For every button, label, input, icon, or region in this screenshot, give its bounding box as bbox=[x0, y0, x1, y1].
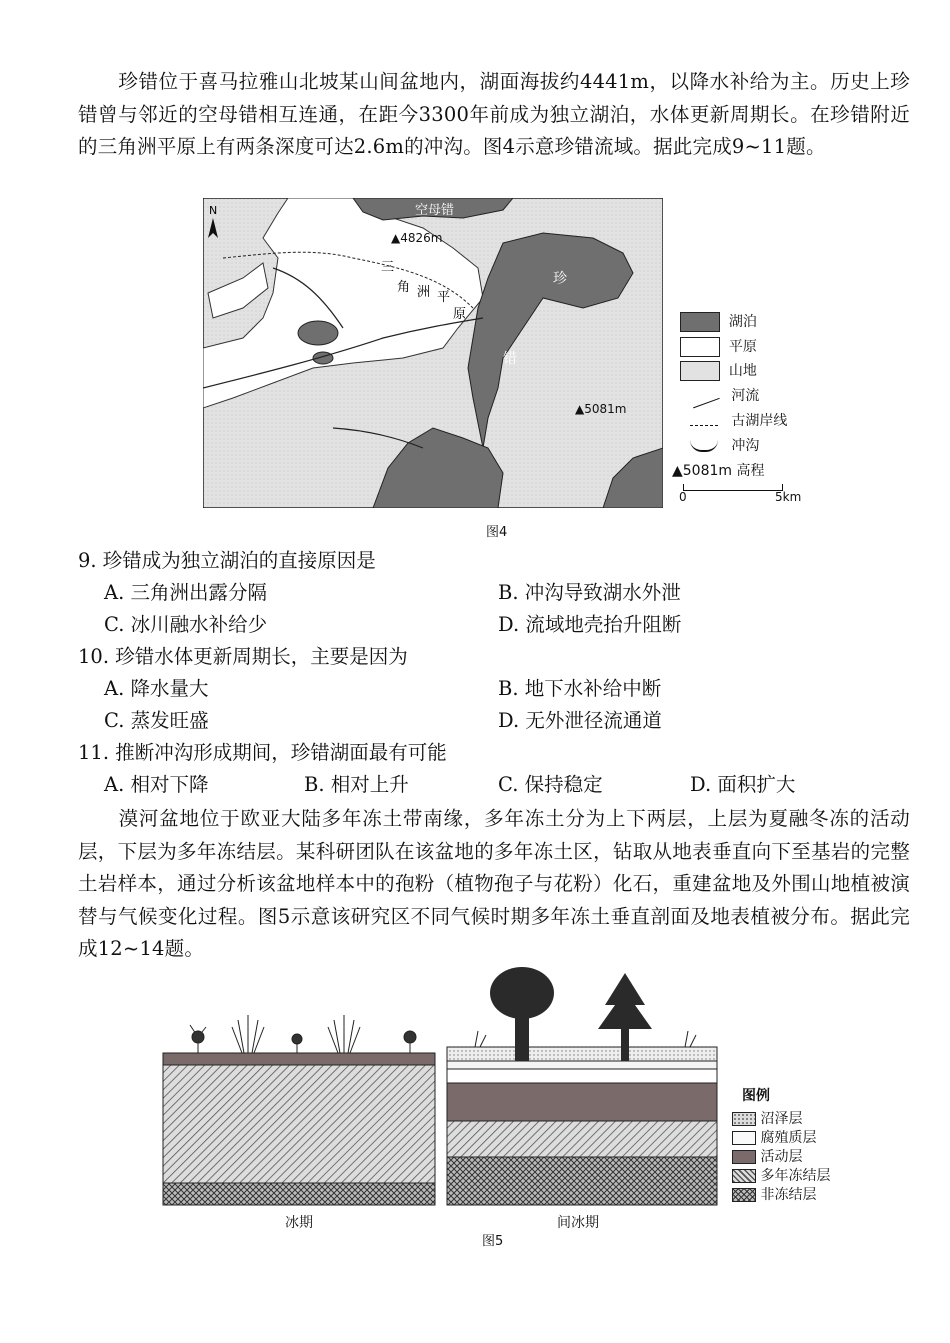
scale-bar bbox=[683, 484, 783, 491]
elevation-legend: ▲5081m 高程 bbox=[672, 463, 765, 479]
mountain-swatch bbox=[680, 361, 720, 381]
question-11-stem: 11. 推断冲沟形成期间，珍错湖面最有可能 bbox=[78, 741, 447, 764]
delta-label-1: 三 bbox=[381, 260, 395, 275]
question-11-option-b[interactable]: B. 相对上升 bbox=[304, 773, 409, 796]
delta-label-4: 平 bbox=[437, 290, 451, 305]
interglacial-profile bbox=[447, 967, 717, 1205]
lake-zhen-label-2: 错 bbox=[503, 351, 517, 367]
swamp-swatch bbox=[732, 1112, 756, 1126]
humus-swatch bbox=[732, 1131, 756, 1145]
question-11-option-a[interactable]: A. 相对下降 bbox=[104, 773, 209, 796]
question-9-option-d[interactable]: D. 流域地壳抬升阻断 bbox=[498, 613, 682, 636]
delta-label-5: 原 bbox=[453, 307, 467, 322]
delta-label-3: 洲 bbox=[417, 285, 431, 300]
question-11-option-c[interactable]: C. 保持稳定 bbox=[498, 773, 603, 796]
figure-5-caption: 图5 bbox=[482, 1234, 504, 1249]
active-layer-swatch bbox=[732, 1150, 756, 1164]
figure-4-map bbox=[203, 198, 663, 508]
glacial-label: 冰期 bbox=[285, 1215, 313, 1231]
nonfrozen-swatch bbox=[732, 1188, 756, 1202]
north-label: N bbox=[209, 204, 218, 217]
question-10-option-b[interactable]: B. 地下水补给中断 bbox=[498, 677, 662, 700]
passage-1: 珍错位于喜马拉雅山北坡某山间盆地内，湖面海拔约4441m，以降水补给为主。历史上珍错曾与邻近的空母错相互连通，在距今3300年前成为独立湖泊，水体更新周期长。在珍错附近的三角洲平原上有两条深度可达2.6m的冲沟。图4示意珍错流域。据此完成9~11题。 bbox=[78, 70, 910, 158]
question-9-option-b[interactable]: B. 冲沟导致湖水外泄 bbox=[498, 581, 681, 604]
scale-five: 5km bbox=[775, 490, 802, 504]
question-9-stem: 9. 珍错成为独立湖泊的直接原因是 bbox=[78, 549, 376, 572]
question-10-stem: 10. 珍错水体更新周期长，主要是因为 bbox=[78, 645, 408, 668]
lake-kongmu-label: 空母错 bbox=[415, 203, 455, 218]
figure-5-profiles bbox=[160, 965, 720, 1215]
lake-zhen-label-1: 珍 bbox=[553, 271, 567, 287]
river-icon bbox=[688, 384, 719, 408]
scale-zero: 0 bbox=[679, 490, 687, 504]
passage-2: 漠河盆地位于欧亚大陆多年冻土带南缘，多年冻土分为上下两层，上层为夏融冬冻的活动层，下层为多年冻结层。某科研团队在该盆地的多年冻土区，钻取从地表垂直向下至基岩的完整土岩样本，通过分析该盆地样本中的孢粉（植物孢子与花粉）化石，重建盆地及外围山地植被演替与气候变化过程。图5示意该研究区不同气候时期多年冻土垂直剖面及地表植被分布。据此完成12~14题。 bbox=[78, 807, 910, 960]
glacial-profile bbox=[163, 1015, 435, 1205]
figure-4-caption: 图4 bbox=[486, 525, 508, 540]
peak-4826-label: ▲4826m bbox=[391, 231, 443, 245]
shoreline-icon bbox=[690, 417, 718, 426]
lake-swatch bbox=[680, 312, 720, 332]
question-10-option-a[interactable]: A. 降水量大 bbox=[104, 677, 209, 700]
delta-label-2: 角 bbox=[397, 280, 411, 295]
question-11-option-d[interactable]: D. 面积扩大 bbox=[690, 773, 796, 796]
question-9-option-a[interactable]: A. 三角洲出露分隔 bbox=[104, 581, 267, 604]
peak-5081-label: ▲5081m bbox=[575, 402, 627, 416]
plain-swatch bbox=[680, 337, 720, 357]
question-9-option-c[interactable]: C. 冰川融水补给少 bbox=[104, 613, 268, 636]
gully-icon bbox=[690, 440, 718, 452]
permafrost-swatch bbox=[732, 1169, 756, 1183]
question-10-option-c[interactable]: C. 蒸发旺盛 bbox=[104, 709, 209, 732]
question-10-option-d[interactable]: D. 无外泄径流通道 bbox=[498, 709, 662, 732]
interglacial-label: 间冰期 bbox=[557, 1215, 599, 1231]
